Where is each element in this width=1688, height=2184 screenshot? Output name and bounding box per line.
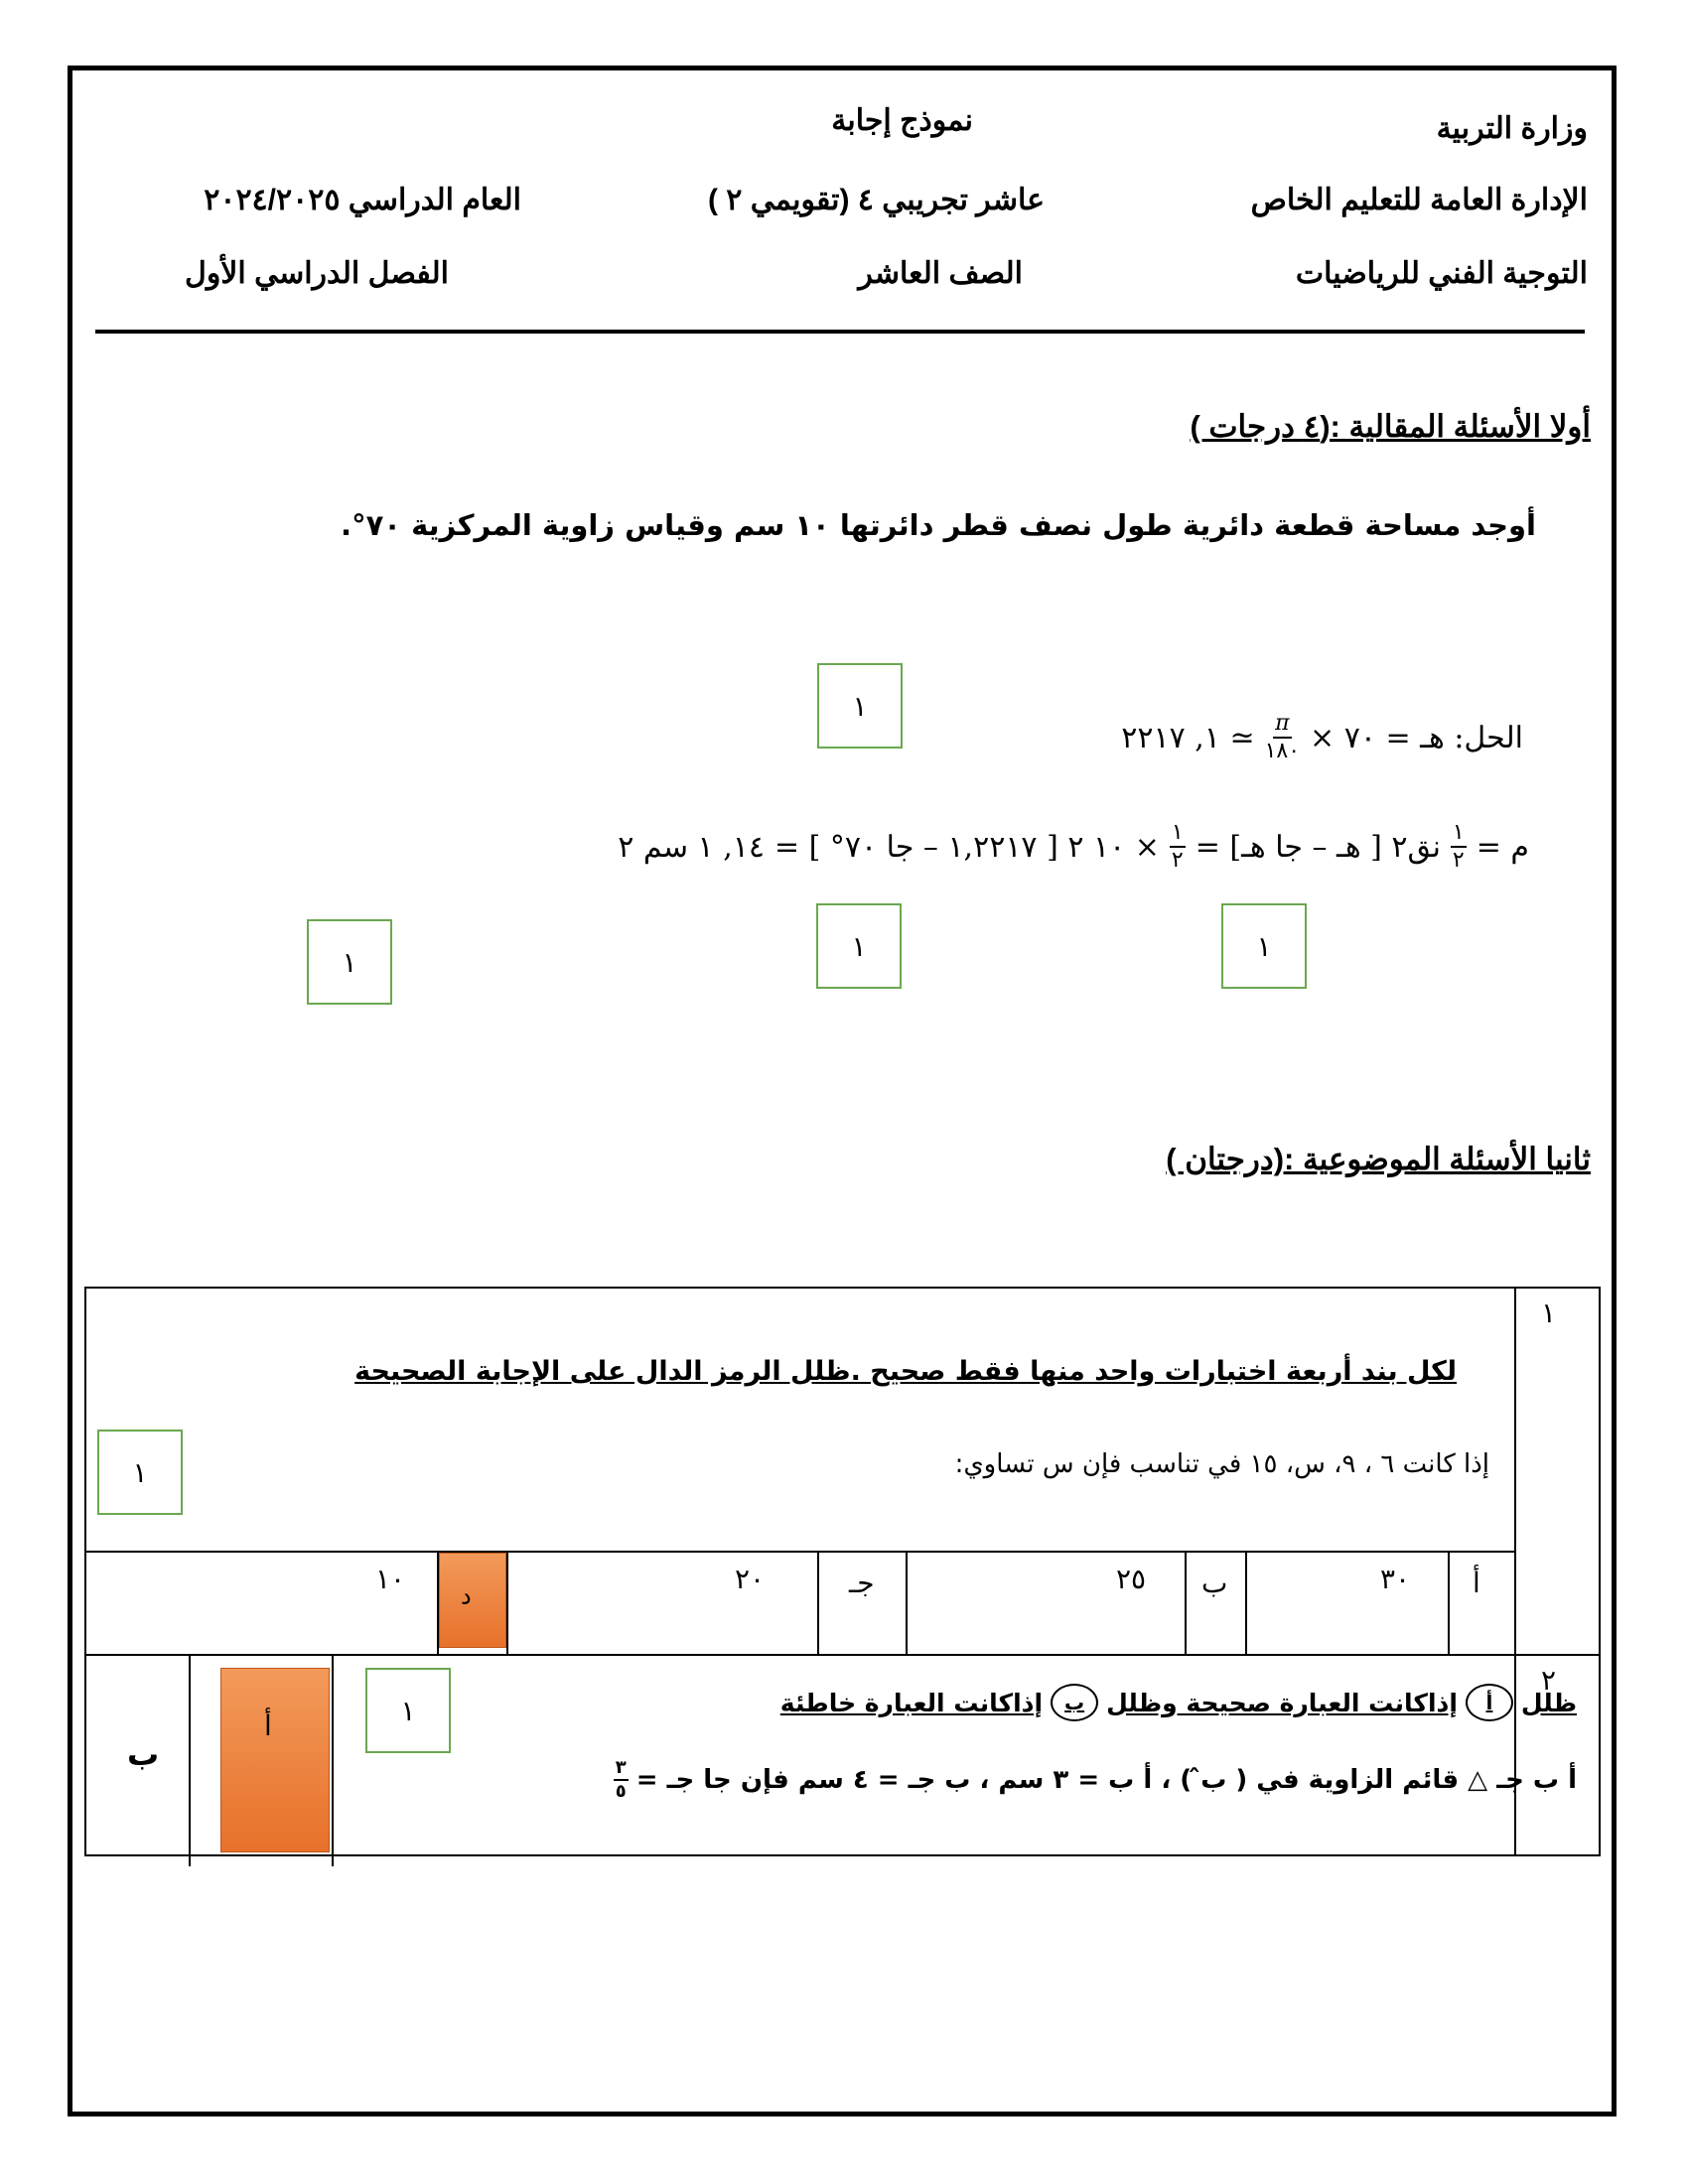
table-line	[84, 1287, 1600, 1289]
half-den-2: ٢	[1171, 848, 1184, 873]
header-rule	[95, 330, 1585, 334]
table-line	[84, 1854, 1600, 1856]
option-a-value: ٣٠	[1380, 1563, 1411, 1595]
option-b-letter: ب	[1201, 1567, 1228, 1599]
half-fraction-2	[1170, 822, 1186, 872]
table-line	[1448, 1551, 1450, 1654]
model-title: نموذج إجابة	[831, 104, 973, 137]
section1-title: أولا الأسئلة المقالية :(٤ درجات )	[1190, 409, 1591, 444]
pi: π	[1273, 713, 1291, 739]
half-fraction-1	[1451, 822, 1467, 872]
school-year: العام الدراسي ٢٠٢٤/٢٠٢٥	[204, 184, 521, 216]
circle-b-icon: ب	[1051, 1684, 1098, 1721]
mark-box-4: ١	[307, 919, 392, 1005]
q1-number: ١	[1541, 1297, 1557, 1329]
table-line	[1245, 1551, 1247, 1654]
q1-mark-box: ١	[97, 1430, 183, 1515]
answer-a-letter: أ	[264, 1709, 272, 1742]
mark-box-1: ١	[817, 663, 903, 749]
area-expr2: × ١٠ ٢ [ ١,٢٢١٧ – جا ٧٠° ] =	[774, 829, 1160, 865]
department: الإدارة العامة للتعليم الخاص	[1250, 184, 1588, 216]
option-d-selected-fill	[439, 1553, 506, 1648]
answer-a-selected-fill	[220, 1668, 330, 1852]
q2-number: ٢	[1541, 1664, 1557, 1697]
deg-180: ١٨٠	[1264, 739, 1301, 763]
circle-a-icon: أ	[1466, 1684, 1513, 1721]
mark-box-3: ١	[816, 903, 902, 989]
option-c-letter: جـ	[849, 1567, 875, 1599]
section2-title: ثانيا الأسئلة الموضوعية :(درجتان )	[1166, 1142, 1591, 1176]
table-line	[1185, 1551, 1187, 1654]
table-line	[84, 1654, 1600, 1656]
q1-instruction: لكل بند أربعة اختبارات واحد منها فقط صحيح .ظلل الرمز الدال على الإجابة الصحيحة	[354, 1356, 1457, 1387]
pi-over-180	[1265, 713, 1300, 762]
q2-fraction	[614, 1759, 629, 1801]
option-a-letter: أ	[1473, 1567, 1480, 1599]
supervision: التوجية الفني للرياضيات	[1295, 257, 1588, 290]
table-line	[332, 1654, 334, 1866]
area-expr: نق٢ [ هـ – جا هـ] =	[1195, 829, 1441, 865]
table-line	[506, 1551, 508, 1654]
option-c-value: ٢٠	[735, 1563, 766, 1595]
half-num: ١	[1451, 822, 1467, 848]
q1-question: إذا كانت ٦ ، ٩، س، ١٥ في تناسب فإن س تساوي:	[954, 1449, 1489, 1479]
table-line	[189, 1654, 191, 1866]
half-num-2: ١	[1170, 822, 1186, 848]
option-d-value: ١٠	[375, 1563, 406, 1595]
section1-question: أوجد مساحة قطعة دائرية طول نصف قطر دائرتها ١٠ سم وقياس زاوية المركزية ٧٠°.	[341, 508, 1536, 542]
q2-statement	[614, 1759, 1577, 1801]
q2-frac-num: ٣	[614, 1759, 629, 1781]
q2-frac-den: ٥	[615, 1781, 627, 1802]
q2-instruction	[780, 1684, 1577, 1721]
solution-line	[1121, 713, 1523, 762]
area-m: م =	[1476, 829, 1529, 865]
table-line	[1599, 1287, 1601, 1856]
table-line	[906, 1551, 908, 1654]
area-result: ١٤, ١ سم ٢	[618, 829, 765, 865]
area-line	[618, 822, 1529, 872]
approx-value: ≃ ١, ٢٢١٧	[1121, 720, 1255, 755]
solution-label: الحل: هـ = ٧٠ ×	[1310, 720, 1523, 755]
table-line	[84, 1551, 1514, 1553]
mark-box-2: ١	[1221, 903, 1307, 989]
option-b-value: ٢٥	[1116, 1563, 1147, 1595]
option-d-letter: د	[461, 1582, 472, 1610]
q2-mark-box: ١	[365, 1668, 451, 1753]
table-line	[84, 1287, 86, 1856]
answer-b-letter: ب	[127, 1735, 160, 1773]
q2-statement-text: أ ب جـ △ قائم الزاوية في ( ب̂ ) ، أ ب = ٣ سم ، ب جـ = ٤ سم فإن جا جـ =	[635, 1765, 1577, 1795]
term: الفصل الدراسي الأول	[185, 257, 449, 290]
q2-instruction-part2: إذاكانت العبارة صحيحة وظلل	[1106, 1688, 1458, 1717]
half-den: ٢	[1452, 848, 1465, 873]
ministry: وزارة التربية	[1436, 112, 1588, 145]
table-line	[817, 1551, 819, 1654]
q2-instruction-part1: ظلل	[1520, 1688, 1577, 1717]
q2-instruction-part3: إذاكانت العبارة خاطئة	[779, 1688, 1044, 1717]
exam-name: عاشر تجريبي ٤ (تقويمي ٢ )	[707, 184, 1045, 216]
grade: الصف العاشر	[858, 257, 1023, 290]
